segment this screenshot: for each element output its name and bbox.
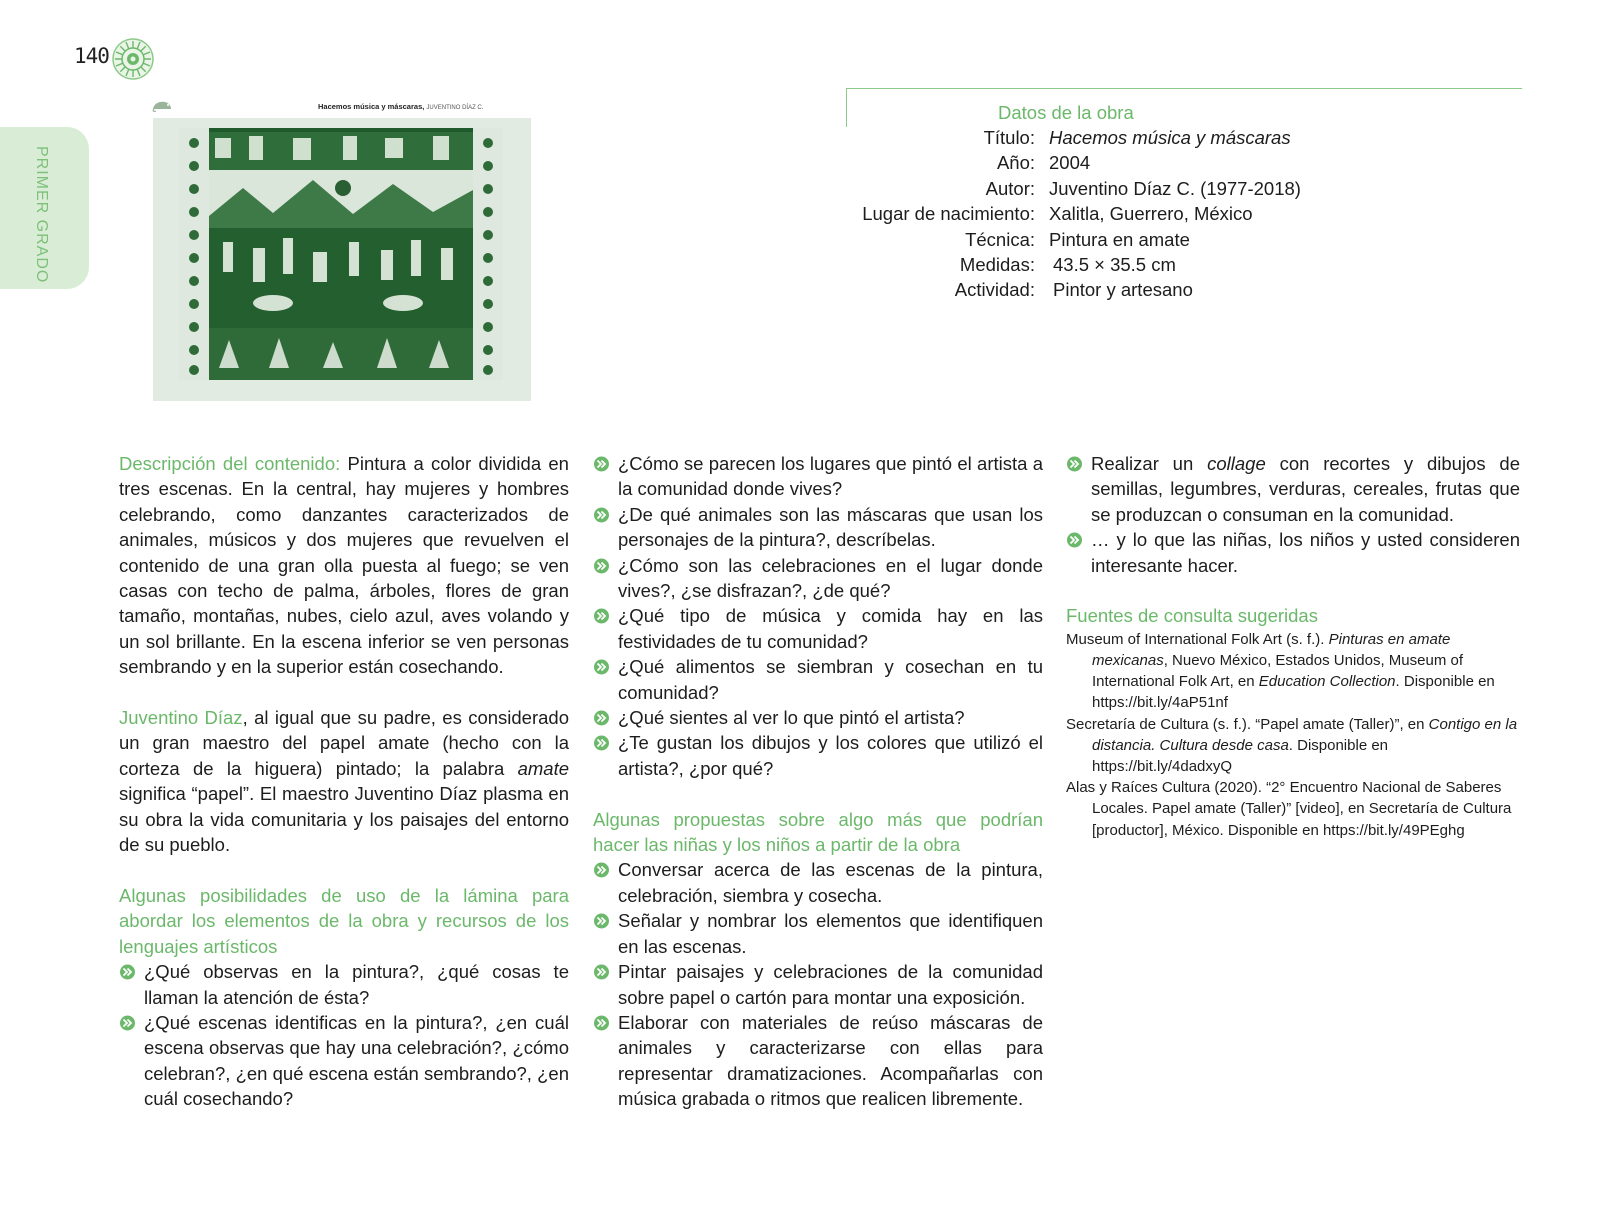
- reference-item: Museum of International Folk Art (s. f.). Pinturas en amate mexicanas, Nuevo México, Estados Unidos, Museum of International Folk Art, en Education Collection. Disponible en https://bit.ly/4aP51nf: [1066, 630, 1495, 712]
- datos-table: [845, 125, 1301, 303]
- chameleon-icon: [151, 99, 173, 113]
- list-item: ¿Qué escenas identificas en la pintura?, ¿en cuál escena observas que hay una celebración?, ¿cómo celebran?, ¿en qué escena están sembrando?, ¿en cuál cosechando?: [119, 1010, 569, 1112]
- list-item: Elaborar con materiales de reúso máscaras de animales y caracterizarse con ellas para representar dramatizaciones. Acompañarlas con música grabada o ritmos que realicen libremente.: [593, 1010, 1043, 1112]
- list-item: ¿Cómo son las celebraciones en el lugar donde vives?, ¿se disfrazan?, ¿de qué?: [593, 553, 1043, 604]
- double-chevron-icon: [593, 964, 610, 980]
- double-chevron-icon: [1066, 456, 1083, 472]
- double-chevron-icon: [593, 913, 610, 929]
- list-item: Realizar un collage con recortes y dibujos de semillas, legumbres, verduras, cereales, frutas que se produzcan o consuman en la comunidad.: [1066, 451, 1520, 527]
- posibilidades-list-2: [593, 451, 1043, 781]
- double-chevron-icon: [593, 735, 610, 751]
- double-chevron-icon: [593, 659, 610, 675]
- list-item: Señalar y nombrar los elementos que identifiquen en las escenas.: [593, 908, 1043, 959]
- list-item: … y lo que las niñas, los niños y usted consideren interesante hacer.: [1066, 527, 1520, 578]
- datos-row-tecnica: Técnica: Pintura en amate: [965, 228, 1190, 250]
- double-chevron-icon: [593, 608, 610, 624]
- propuestas-list: [593, 857, 1043, 1111]
- amate-painting: [153, 118, 531, 401]
- page-number: 140: [74, 44, 109, 68]
- double-chevron-icon: [593, 456, 610, 472]
- double-chevron-icon: [593, 710, 610, 726]
- artwork-image: [153, 118, 531, 401]
- datos-title: Datos de la obra: [998, 102, 1134, 123]
- reference-item: Secretaría de Cultura (s. f.). “Papel amate (Taller)”, en Contigo en la distancia. Cultura desde casa. Disponible en https://bit.ly/4dadxyQ: [1066, 715, 1518, 776]
- double-chevron-icon: [593, 558, 610, 574]
- column-1: [119, 451, 569, 1112]
- fuentes-heading: Fuentes de consulta sugeridas: [1066, 605, 1318, 627]
- autor-paragraph: Juventino Díaz, al igual que su padre, es considerado un gran maestro del papel amate (hecho con la corteza de la higuera) pintado; la palabra amate significa “papel”. El maestro Juventino Díaz plasma en su obra la vida comunitaria y los paisajes del entorno de su pueblo.: [119, 707, 569, 856]
- propuestas-list-continued: [1066, 451, 1520, 578]
- double-chevron-icon: [1066, 532, 1083, 548]
- posibilidades-list-1: [119, 959, 569, 1111]
- double-chevron-icon: [593, 1015, 610, 1031]
- fuentes-list: [1066, 629, 1520, 841]
- descripcion-paragraph: [119, 451, 569, 680]
- double-chevron-icon: [119, 1015, 136, 1031]
- double-chevron-icon: [593, 507, 610, 523]
- descripcion-text: Pintura a color dividida en tres escenas. En la central, hay mujeres y hombres celebrando, como danzantes caracterizados de animales, músicos y dos mujeres que revuelven el contenido de una gran olla puesta al fuego; se ven casas con techo de palma, árboles, flores de gran tamaño, montañas, nubes, cielo azul, aves volando y un sol brillante. En la escena inferior se ven personas sembrando y en la superior están cosechando.: [119, 453, 569, 678]
- propuestas-heading: Algunas propuestas sobre algo más que podrían hacer las niñas y los niños a partir de la obra: [593, 808, 1043, 856]
- datos-row-autor: Autor: Juventino Díaz C. (1977-2018): [985, 177, 1301, 199]
- list-item: ¿Qué tipo de música y comida hay en las festividades de tu comunidad?: [593, 603, 1043, 654]
- list-item: Pintar paisajes y celebraciones de la comunidad sobre papel o cartón para montar una exposición.: [593, 959, 1043, 1010]
- list-item: ¿Te gustan los dibujos y los colores que utilizó el artista?, ¿por qué?: [593, 730, 1043, 781]
- rosette-icon: [112, 38, 154, 80]
- amate-word: amate: [517, 757, 569, 779]
- reference-item: Alas y Raíces Cultura (2020). “2° Encuentro Nacional de Saberes Locales. Papel amate (Taller)” [video], en Secretaría de Cultura [productor], México. Disponible en https://bit.ly/49PEghg: [1066, 779, 1512, 839]
- descripcion-label: Descripción del contenido:: [119, 453, 341, 474]
- datos-frame: [846, 88, 1522, 127]
- column-2: [593, 451, 1043, 1112]
- datos-row-ano: Año: 2004: [996, 152, 1091, 174]
- list-item: ¿Qué alimentos se siembran y cosechan en tu comunidad?: [593, 654, 1043, 705]
- double-chevron-icon: [119, 964, 136, 980]
- datos-row-actividad: Actividad: Pintor y artesano: [954, 279, 1193, 301]
- grade-tab-label: PRIMER GRADO: [33, 146, 50, 284]
- list-item: ¿De qué animales son las máscaras que usan los personajes de la pintura?, descríbelas.: [593, 502, 1043, 553]
- list-item: ¿Cómo se parecen los lugares que pintó el artista a la comunidad donde vives?: [593, 451, 1043, 502]
- double-chevron-icon: [593, 862, 610, 878]
- posibilidades-heading: Algunas posibilidades de uso de la lámina para abordar los elementos de la obra y recursos de los lenguajes artísticos: [119, 884, 569, 957]
- list-item: ¿Qué observas en la pintura?, ¿qué cosas te llaman la atención de ésta?: [119, 959, 569, 1010]
- autor-name: Juventino Díaz: [119, 707, 243, 729]
- list-item: Conversar acerca de las escenas de la pintura, celebración, siembra y cosecha.: [593, 857, 1043, 908]
- list-item: ¿Qué sientes al ver lo que pintó el artista?: [593, 705, 1043, 730]
- datos-row-medidas: Medidas: 43.5 × 35.5 cm: [959, 254, 1176, 276]
- column-3: [1066, 451, 1520, 841]
- artwork-caption: [318, 102, 483, 111]
- datos-row-lugar: Lugar de nacimiento: Xalitla, Guerrero, México: [862, 203, 1253, 225]
- collage-word: collage: [1207, 453, 1266, 474]
- artwork-caption-title: Hacemos música y máscaras,: [318, 102, 425, 111]
- datos-row-titulo: Título: Hacemos música y máscaras: [983, 127, 1291, 148]
- artwork-caption-author: JUVENTINO DÍAZ C.: [426, 105, 484, 111]
